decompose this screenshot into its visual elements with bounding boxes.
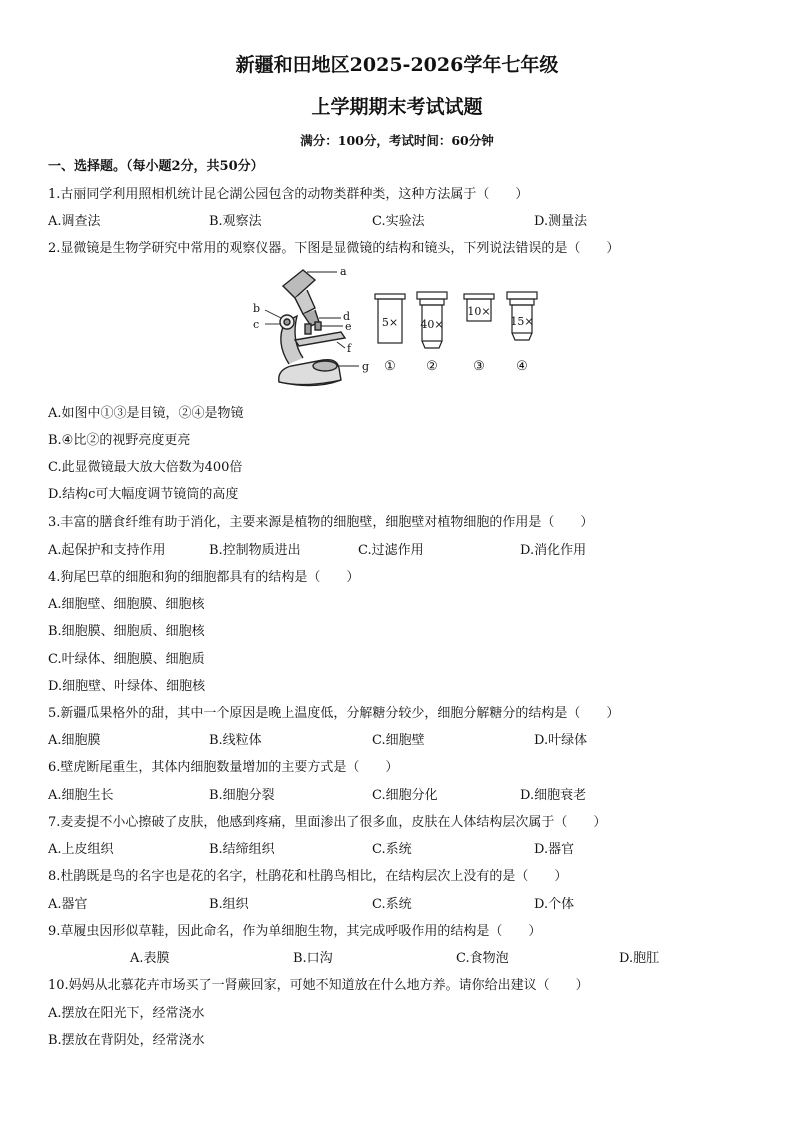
option-c: C.细胞分化 [372, 788, 438, 803]
option-a: A.摆放在阳光下，经常浇水 [48, 1006, 205, 1021]
option-c: C.实验法 [372, 214, 425, 229]
lens-number: ① [384, 359, 396, 374]
option-d: D.细胞衰老 [520, 788, 587, 803]
option-b: B.组织 [209, 897, 249, 912]
option-d: D.器官 [534, 842, 575, 857]
lens-number: ③ [473, 359, 485, 374]
question-stem: 5.新疆瓜果格外的甜，其中一个原因是晚上温度低，分解糖分较少，细胞分解糖分的结构是（ ） [48, 706, 620, 721]
figure-letter: f [347, 342, 352, 355]
option-a: A.细胞壁、细胞膜、细胞核 [48, 597, 205, 612]
option-d: D.细胞壁、叶绿体、细胞核 [48, 679, 206, 694]
question-stem: 7.麦麦提不小心擦破了皮肤，他感到疼痛，里面渗出了很多血，皮肤在人体结构层次属于（ ） [48, 815, 607, 830]
option-d: D.结构c可大幅度调节镜筒的高度 [48, 487, 239, 502]
option-a: A.上皮组织 [48, 842, 114, 857]
option-d: D.个体 [534, 897, 575, 912]
question-stem: 10.妈妈从北慕花卉市场买了一肾蕨回家，可她不知道放在什么地方养。请你给出建议（ ） [48, 978, 589, 993]
title-line-1: 新疆和田地区2025-2026学年七年级 [235, 54, 559, 76]
option-b: B.观察法 [209, 214, 262, 229]
figure-letter: e [345, 320, 352, 333]
lens-number: ② [426, 359, 438, 374]
title-line-2: 上学期期末考试试题 [311, 96, 483, 118]
option-c: C.细胞壁 [372, 733, 425, 748]
option-c: C.食物泡 [456, 951, 509, 966]
option-b: B.控制物质进出 [209, 543, 301, 558]
figure-letter: a [340, 265, 347, 278]
section-heading: 一、选择题。（每小题2分，共50分） [48, 159, 264, 174]
option-c: C.此显微镜最大放大倍数为400倍 [48, 460, 243, 475]
lens-label: 5× [381, 316, 399, 329]
option-c: C.叶绿体、细胞膜、细胞质 [48, 652, 205, 667]
option-c: C.系统 [372, 897, 412, 912]
option-b: B.细胞分裂 [209, 788, 275, 803]
figure-letter: b [253, 302, 261, 315]
option-a: A.器官 [48, 897, 88, 912]
option-d: D.消化作用 [520, 543, 587, 558]
lens-label: 40× [420, 318, 444, 331]
figure-letter: g [362, 360, 370, 373]
option-a: A.细胞生长 [48, 788, 114, 803]
figure-letter: c [253, 318, 260, 331]
question-stem: 9.草履虫因形似草鞋，因此命名，作为单细胞生物，其完成呼吸作用的结构是（ ） [48, 924, 542, 939]
option-a: A.细胞膜 [48, 733, 101, 748]
question-stem: 1.古丽同学利用照相机统计昆仑湖公园包含的动物类群种类，这种方法属于（ ） [48, 187, 529, 202]
option-c: C.系统 [372, 842, 412, 857]
question-stem: 8.杜鹃既是鸟的名字也是花的名字，杜鹃花和杜鹃鸟相比，在结构层次上没有的是（ ） [48, 869, 568, 884]
option-b: B.④比②的视野亮度更亮 [48, 433, 191, 448]
lens-label: 10× [467, 305, 491, 318]
lens-label: 15× [510, 315, 534, 328]
lens-number: ④ [516, 359, 528, 374]
option-d: D.测量法 [534, 214, 588, 229]
option-b: B.口沟 [293, 951, 333, 966]
option-a: A.如图中①③是目镜，②④是物镜 [48, 406, 244, 421]
option-b: B.摆放在背阴处，经常浇水 [48, 1033, 205, 1048]
microscope-drawing [279, 270, 345, 386]
option-b: B.线粒体 [209, 733, 262, 748]
option-a: A.表膜 [130, 951, 170, 966]
option-c: C.过滤作用 [358, 543, 424, 558]
microscope-figure [245, 262, 565, 397]
option-a: A.起保护和支持作用 [48, 543, 166, 558]
option-d: D.叶绿体 [534, 733, 588, 748]
question-stem: 4.狗尾巴草的细胞和狗的细胞都具有的结构是（ ） [48, 570, 360, 585]
figure-letter: d [343, 310, 351, 323]
option-a: A.调查法 [48, 214, 101, 229]
option-b: B.结缔组织 [209, 842, 275, 857]
question-stem: 3.丰富的膳食纤维有助于消化，主要来源是植物的细胞壁，细胞壁对植物细胞的作用是（ ） [48, 515, 594, 530]
question-stem: 2.显微镜是生物学研究中常用的观察仪器。下图是显微镜的结构和镜头，下列说法错误的是（ ） [48, 241, 620, 256]
exam-info: 满分：100分，考试时间：60分钟 [300, 133, 494, 148]
option-b: B.细胞膜、细胞质、细胞核 [48, 624, 205, 639]
question-stem: 6.壁虎断尾重生，其体内细胞数量增加的主要方式是（ ） [48, 760, 399, 775]
option-d: D.胞肛 [619, 951, 660, 966]
